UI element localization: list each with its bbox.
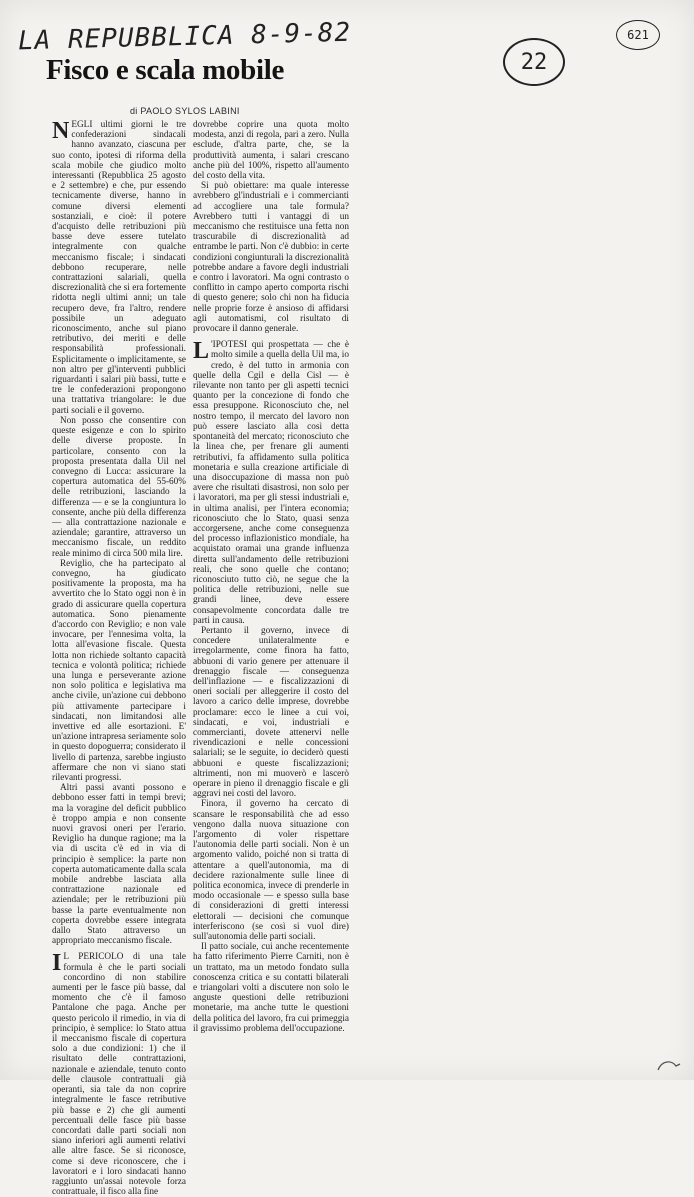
paragraph-text: L PERICOLO di una tale formula è che le parti sociali concordino di non stabilire aumenti per le fasce più basse, dal momento che c'è il famoso Pantalone che paga. Anche per questo pericolo il rimedio, in via di principio, è semplice: lo Stato attua il meccanismo fiscale di copertura solo a due condizioni: 1) che il risultato delle contrattazioni, nazionale e aziendale, tenuto conto delle clausole contrattuali già operanti, sia tale da non coprire integralmente le fasce retributive più basse e 2) che gli aumenti percentuali delle fasce più basse concordati dalle parti sociali non siano inferiori agli aumenti relativi alle altre fasce. Se si riconosce, come si deve riconoscere, che i lavoratori e i loro sindacati hanno raggiunto un'assai notevole forza contrattuale, il fisco alla fine — [52, 952, 186, 1197]
article-paragraph — [52, 952, 186, 1197]
paragraph-text: 'IPOTESI qui prospettata — che è molto simile a quella della Uil ma, io credo, è del tutto in armonia con quelle della Cgil e della Cisl — è rilevante non tanto per gli aspetti tecnici quanto per la concezione di fondo che essa presuppone. Riconosciuto che, nel nostro tempo, il mercato del lavoro non può essere lasciato alla così detta spontaneità del mercato; riconosciuto che la linea che, per frenare gli aumenti retributivi, fa affidamento sulla politica monetaria e sulla creazione artificiale di una disoccupazione di massa non può avere che risultati disastrosi, non solo per i lavoratori, ma per gli stessi industriali e, in ultima analisi, per l'intera economia; riconosciuto che lo Stato, quasi senza accorgersene, anche come conseguenza del processo inflazionistico mondiale, ha acquistato oramai una grande influenza diretta sull'andamento delle retribuzioni reali, che sono quelle che contano; riconosciuto tutto ciò, ne segue che la politica delle retribuzioni, nelle sue grandi linee, deve essere consapevolmente concordata dalle tre parti in causa. — [193, 340, 349, 626]
paragraph-text: Finora, il governo ha cercato di scansare le responsabilità che ad esso vengono dalla nuova situazione con l'argomento di voler rispettare l'autonomia delle parti sociali. Non è un argomento valido, poiché non si tratta di attentare a quell'autonomia, ma di decidere razionalmente sulle linee di politica economica, invece di prenderle in modo occasionale — e spesso sulla base di considerazioni di gretti interessi elettorali — decisioni che comunque interferiscono (se così si vuol dire) sull'autonomia delle parti sociali. — [193, 799, 349, 943]
article-paragraph — [52, 783, 186, 946]
article-paragraph — [193, 942, 349, 1034]
article-byline: di PAOLO SYLOS LABINI — [130, 106, 240, 116]
article-paragraph — [193, 120, 349, 181]
article-paragraph — [193, 340, 349, 626]
article-paragraph — [52, 559, 186, 783]
paragraph-text: Reviglio, che ha partecipato al convegno, ha giudicato positivamente la proposta, ma ha avvertito che lo Stato oggi non è in grado di assicurare quella copertura automatica. Sono pienamente d'accordo con Reviglio; e non vale invocare, per l'ennesima volta, la lotta all'evasione fiscale. Questa lotta non richiede soltanto capacità tecnica e volontà politica; richiede una lunga e perseverante azione non solo politica e legislativa ma anche civile, un'azione cui debbono più attivamente partecipare i sindacati, non limitandosi alle invettive ed alle esortazioni. E' un'azione intrapresa seriamente solo in questo dopoguerra; considerato il livello di partenza, sarebbe ingiusto affermare che non vi siano stati rilevanti progressi. — [52, 558, 186, 783]
article-column-left — [52, 120, 186, 1197]
archive-number-circle — [616, 20, 660, 50]
corner-mark-icon — [654, 1056, 684, 1074]
paragraph-text: dovrebbe coprire una quota molto modesta, anzi di regola, pari a zero. Nulla esclude, d'altra parte, che, se la produttività aumenta, i salari crescano anche più del 100%, rispetto all'aumento del costo della vita. — [193, 120, 349, 182]
paragraph-text: Si può obiettare: ma quale interesse avrebbero gl'industriali e i commercianti ad accogliere una tale formula? Avrebbero tutti i vantaggi di un meccanismo che restituisce una fetta non trascurabile di discrezionalità ad entrambe le parti. Non c'è dubbio: in certe condizioni congiunturali la discrezionalità potrebbe andare a favore degli industriali e contro i lavoratori. Ma ogni contrasto o conflitto in campo aperto comporta rischi di questo genere; solo chi non ha fiducia nelle proprie forze è ansioso di affidarsi agli automatismi, col risultato di provocare il danno generale. — [193, 181, 349, 335]
article-column-right — [193, 120, 349, 1034]
article-paragraph — [193, 799, 349, 942]
article-headline: Fisco e scala mobile — [46, 54, 285, 86]
circled-page-number — [503, 38, 565, 86]
paragraph-text: Pertanto il governo, invece di concedere unilateralmente e irregolarmente, come finora ha fatto, abbuoni di vario genere per attenuare il drenaggio fiscale — conseguenza dell'inflazione — e fiscalizzazioni di oneri sociali per alleggerire il costo del lavoro a carico delle imprese, dovrebbe proclamare: ecco le linee a cui voi, sindacati, e voi, industriali e commercianti, dovete attenervi nelle rivendicazioni e nelle concessioni salariali; se le seguite, io deciderò questi abbuoni e queste fiscalizzazioni; altrimenti, non mi muoverò e lascerò operare in pieno il drenaggio fiscale e gli aggravi nei costi del lavoro. — [193, 625, 349, 800]
article-paragraph — [52, 120, 186, 416]
archive-number: 621 — [627, 28, 649, 42]
handwritten-source-note: LA REPUBBLICA 8-9-82 — [17, 17, 352, 57]
paragraph-text: Il patto sociale, cui anche recentemente ha fatto riferimento Pierre Carniti, non è un trattato, ma un metodo fondato sulla conoscenza critica e su contatti bilaterali e triangolari volti a discutere non solo le anguste questioni delle retribuzioni monetarie, ma anche tutte le questioni della politica del lavoro, fra cui primeggia il gravissimo problema dell'occupazione. — [193, 942, 349, 1034]
paragraph-text: Non posso che consentire con queste esigenze e con lo spirito delle diverse proposte. In particolare, consento con la proposta presentata dalla Uil nel convegno di Lucca: assicurare la copertura automatica del 55-60% delle retribuzioni, lasciando la differenza — e se la congiuntura lo consente, anche più della differenza — alla contrattazione nazionale e aziendale; garantire, attraverso un meccanismo fiscale, un reddito reale minimo di circa 500 mila lire. — [52, 415, 186, 559]
drop-cap: N — [52, 118, 70, 144]
paragraph-text: Altri passi avanti possono e debbono esser fatti in tempi brevi; ma la voragine del deficit pubblico è troppo ampia e non consente nuovi gravosi oneri per l'erario. Reviglio ha dunque ragione; ma la via di uscita c'è ed in via di principio è semplice: la parte non coperta automaticamente dalla scala mobile andrebbe lasciata alla contrattazione nazionale ed aziendale; per le retribuzioni più basse la parte eventualmente non coperta dovrebbe essere integrata dallo Stato attraverso un appropriato meccanismo fiscale. — [52, 783, 186, 947]
article-paragraph — [52, 416, 186, 559]
article-paragraph — [193, 181, 349, 334]
drop-cap: L — [193, 338, 210, 365]
circled-number-text: 22 — [520, 49, 548, 75]
paragraph-text: EGLI ultimi giorni le tre confederazioni sindacali hanno avanzato, ciascuna per suo conto, ipotesi di riforma della scala mobile che giudico molto interessanti (Repubblica 25 agosto e 2 settembre) e che, pur essendo tecnicamente diverse, hanno in comune diversi elementi sostanziali, e cioè: il potere d'acquisto delle retribuzioni più basse deve essere tutelato integralmente con qualche meccanismo fiscale; i sindacati debbono recuperare, nelle contrattazioni salariali, quella discrezionalità che si era fortemente ridotta negli ultimi anni; un tale recupero deve, fra l'altro, rendere possibile un adeguato riconoscimento, anche sul piano retributivo, dei meriti e delle responsabilità professionali. Esplicitamente o implicitamente, se non altro per gl'interventi pubblici riguardanti i salari più bassi, tutte e tre le confederazioni propongono una trattativa triangolare: le due parti sociali e il governo. — [52, 120, 186, 416]
article-paragraph — [193, 626, 349, 799]
drop-cap: I — [52, 950, 62, 977]
